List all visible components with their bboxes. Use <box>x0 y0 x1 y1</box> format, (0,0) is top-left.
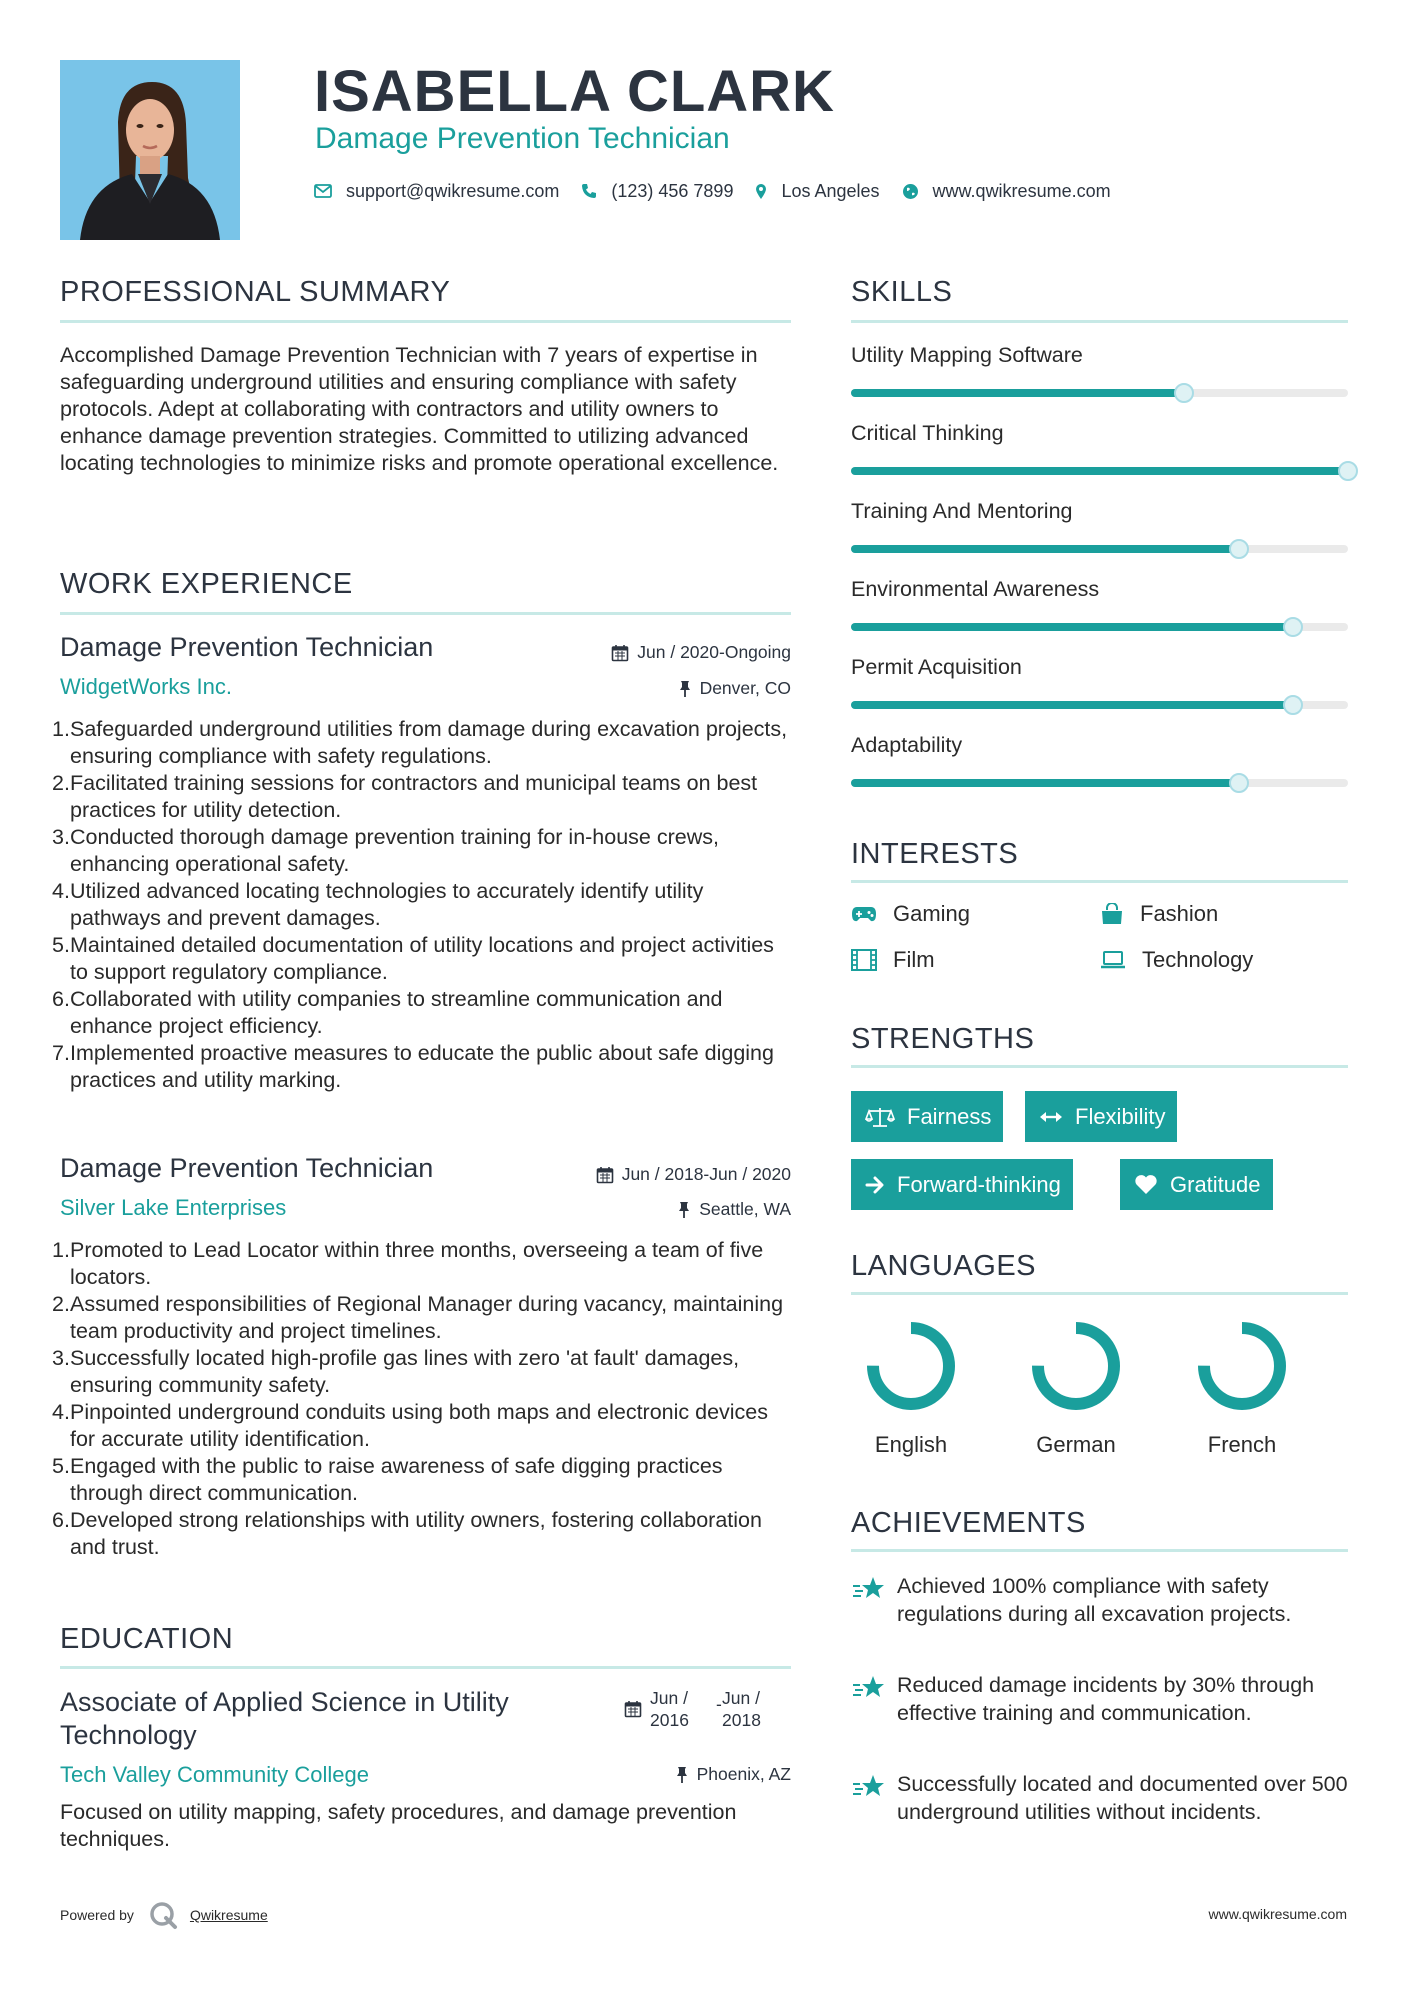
job-dates <box>500 642 791 663</box>
map-pin-icon <box>755 183 767 200</box>
education-section <box>60 1623 791 1656</box>
list-item: 6. Collaborated with utility companies to streamline communication and enhance project efficiency. <box>52 987 723 1038</box>
interest-film <box>851 947 935 973</box>
summary-heading: PROFESSIONAL SUMMARY <box>60 276 451 308</box>
skill-item <box>851 421 1348 475</box>
job-location-text: Denver, CO <box>699 678 791 698</box>
list-item: 3. Successfully located high-profile gas lines with zero 'at fault' damages, ensuring community safety. <box>52 1346 740 1397</box>
pushpin-icon <box>677 1201 691 1219</box>
achievement-text: Reduced damage incidents by 30% through effective training and communication. <box>897 1673 1315 1725</box>
date-dash: - <box>716 1694 722 1714</box>
skill-item <box>851 733 1348 787</box>
job-title: Damage Prevention Technician <box>60 632 434 662</box>
pushpin-icon <box>678 680 692 698</box>
language-item <box>1182 1318 1302 1458</box>
email-text: support@qwikresume.com <box>346 180 560 201</box>
skill-bar-knob <box>1229 539 1249 559</box>
strength-chip <box>851 1091 1003 1142</box>
interests-heading: INTERESTS <box>851 838 1019 870</box>
gamepad-icon <box>851 905 877 923</box>
skill-bar-fill <box>851 389 1184 397</box>
strengths-section <box>851 1023 1348 1056</box>
location-text: Los Angeles <box>781 180 880 201</box>
skill-label: Permit Acquisition <box>851 655 1022 679</box>
heart-icon <box>1134 1174 1158 1195</box>
strength-label: Fairness <box>907 1103 992 1129</box>
shooting-star-icon <box>851 1673 887 1703</box>
interest-label: Technology <box>1142 947 1254 972</box>
skill-item <box>851 343 1348 397</box>
skill-bar <box>851 545 1348 553</box>
languages-heading: LANGUAGES <box>851 1250 1036 1282</box>
calendar-icon <box>611 644 629 662</box>
skill-label: Adaptability <box>851 733 963 757</box>
achievements-heading: ACHIEVEMENTS <box>851 1507 1086 1539</box>
list-item: 2. Facilitated training sessions for contractors and municipal teams on best practices for utility detection. <box>52 771 758 822</box>
language-ring <box>1194 1318 1290 1414</box>
skill-bar <box>851 779 1348 787</box>
skill-bar-knob <box>1338 461 1358 481</box>
skill-bar-fill <box>851 467 1348 475</box>
skill-bar-knob <box>1229 773 1249 793</box>
achievements-section <box>851 1507 1348 1540</box>
profile-photo <box>60 60 240 240</box>
education-heading: EDUCATION <box>60 1623 234 1655</box>
education-dates <box>624 1688 794 1734</box>
skills-divider <box>851 320 1348 323</box>
languages-divider <box>851 1292 1348 1295</box>
company-name: Silver Lake Enterprises <box>60 1195 287 1220</box>
interest-fashion <box>1100 901 1218 927</box>
summary-divider <box>60 320 791 323</box>
skill-label: Environmental Awareness <box>851 577 1100 601</box>
calendar-icon <box>624 1700 642 1718</box>
list-item: 4. Utilized advanced locating technologies to accurately identify utility pathways and prevent damages. <box>52 879 704 930</box>
contact-website[interactable] <box>902 181 1111 202</box>
language-label: English <box>874 1432 948 1457</box>
contact-phone[interactable] <box>581 181 733 202</box>
list-item: 5. Engaged with the public to raise awareness of safe digging practices through direct communication. <box>52 1454 723 1505</box>
powered-by-text: Powered by <box>60 1907 134 1923</box>
achievement-item <box>851 1572 1348 1628</box>
shopping-bag-icon <box>1100 903 1124 925</box>
job-location <box>500 678 791 699</box>
strength-chip <box>1120 1159 1273 1210</box>
contact-email[interactable] <box>314 181 559 202</box>
skill-bar-knob <box>1283 617 1303 637</box>
job-location <box>500 1199 791 1220</box>
globe-icon <box>902 183 919 200</box>
website-text: www.qwikresume.com <box>932 180 1111 201</box>
qwikresume-link[interactable]: Qwikresume <box>189 1907 268 1923</box>
skill-bar <box>851 467 1348 475</box>
skill-label: Utility Mapping Software <box>851 343 1083 367</box>
skill-item <box>851 499 1348 553</box>
list-item: 5. Maintained detailed documentation of utility locations and project activities to support regulatory compliance. <box>52 933 774 984</box>
skill-bar-fill <box>851 779 1239 787</box>
balance-scale-icon <box>865 1106 895 1128</box>
summary-text: Accomplished Damage Prevention Technician with 7 years of expertise in safeguarding underground utilities and ensuring compliance with safety protocols. Adept at collaborating with contractors and utility owners to enhance damage prevention strategies. Committed to utilizing advanced locating technologies to minimize risks and promote operational excellence. <box>60 343 779 475</box>
interest-label: Gaming <box>893 901 971 926</box>
strength-label: Forward-thinking <box>897 1171 1061 1197</box>
strength-label: Gratitude <box>1170 1171 1261 1197</box>
language-ring <box>863 1318 959 1414</box>
interests-divider <box>851 880 1348 883</box>
degree-title: Associate of Applied Science in Utility Technology <box>60 1687 509 1750</box>
footer-powered-by <box>60 1900 268 1930</box>
achievement-text: Achieved 100% compliance with safety regulations during all excavation projects. <box>897 1574 1292 1626</box>
list-item: 2. Assumed responsibilities of Regional Manager during vacancy, maintaining team productivity and project timelines. <box>52 1292 784 1343</box>
skill-bar-fill <box>851 545 1239 553</box>
calendar-icon <box>596 1166 614 1184</box>
skill-bar-fill <box>851 701 1293 709</box>
list-item: 3. Conducted thorough damage prevention training for in-house crews, enhancing operational safety. <box>52 825 719 876</box>
envelope-icon <box>314 184 332 198</box>
list-item: 1. Safeguarded underground utilities from damage during excavation projects, ensuring compliance with safety regulations. <box>52 717 788 768</box>
job-dates-text: Jun / 2018-Jun / 2020 <box>621 1164 791 1184</box>
skill-item <box>851 655 1348 709</box>
skill-bar-knob <box>1283 695 1303 715</box>
languages-section <box>851 1250 1348 1283</box>
contact-location <box>755 181 879 202</box>
experience-heading: WORK EXPERIENCE <box>60 568 353 600</box>
interest-label: Fashion <box>1140 901 1219 926</box>
job-dates-text: Jun / 2020-Ongoing <box>637 642 791 662</box>
job-location-text: Seattle, WA <box>699 1199 791 1219</box>
end-month: Jun / <box>722 1688 760 1708</box>
list-item: 4. Pinpointed underground conduits using both maps and electronic devices for accurate utility identification. <box>52 1400 769 1451</box>
achievements-divider <box>851 1549 1348 1552</box>
language-label: French <box>1207 1432 1277 1457</box>
company-name: WidgetWorks Inc. <box>60 674 232 699</box>
list-item: 1. Promoted to Lead Locator within three months, overseeing a team of five locators. <box>52 1238 764 1289</box>
footer-website[interactable]: www.qwikresume.com <box>1208 1906 1347 1922</box>
language-item <box>1016 1318 1136 1458</box>
skill-label: Training And Mentoring <box>851 499 1073 523</box>
start-year: 2016 <box>650 1710 689 1730</box>
language-ring <box>1028 1318 1124 1414</box>
strength-label: Flexibility <box>1075 1103 1166 1129</box>
double-arrow-icon <box>1039 1110 1063 1124</box>
job-bullets <box>52 716 792 1094</box>
achievement-item <box>851 1770 1348 1826</box>
phone-icon <box>581 183 597 199</box>
school-location <box>500 1764 791 1785</box>
person-portrait-icon <box>60 60 240 240</box>
school-location-text: Phoenix, AZ <box>696 1764 791 1784</box>
skills-section <box>851 276 1348 309</box>
interest-gaming <box>851 901 970 927</box>
skill-bar <box>851 701 1348 709</box>
skills-heading: SKILLS <box>851 276 953 308</box>
contact-bar <box>314 178 1133 204</box>
summary-section <box>60 276 791 309</box>
shooting-star-icon <box>851 1574 887 1604</box>
list-item: 7. Implemented proactive measures to educate the public about safe digging practices and utility marking. <box>52 1041 774 1092</box>
language-label: German <box>1036 1432 1116 1457</box>
start-month: Jun / <box>650 1688 688 1708</box>
job-bullets <box>52 1237 792 1561</box>
language-item <box>851 1318 971 1458</box>
skill-label: Critical Thinking <box>851 421 1004 445</box>
phone-text: (123) 456 7899 <box>611 180 734 201</box>
strength-chip <box>851 1159 1073 1210</box>
experience-section <box>60 568 791 601</box>
skill-bar <box>851 623 1348 631</box>
film-icon <box>851 949 877 971</box>
shooting-star-icon <box>851 1772 887 1802</box>
education-description: Focused on utility mapping, safety procedures, and damage prevention techniques. <box>60 1800 737 1851</box>
laptop-icon <box>1100 951 1126 969</box>
achievement-item <box>851 1671 1348 1727</box>
skill-item <box>851 577 1348 631</box>
strength-chip <box>1025 1091 1177 1142</box>
arrow-right-icon <box>865 1176 885 1194</box>
achievement-text: Successfully located and documented over 500 underground utilities without incidents. <box>897 1772 1348 1824</box>
qwikresume-logo-icon <box>148 1900 178 1930</box>
school-name: Tech Valley Community College <box>60 1762 369 1787</box>
job-dates <box>500 1164 791 1185</box>
candidate-title: Damage Prevention Technician <box>315 122 730 155</box>
experience-divider <box>60 612 791 615</box>
strengths-divider <box>851 1065 1348 1068</box>
list-item: 6. Developed strong relationships with utility owners, fostering collaboration and trust. <box>52 1508 762 1559</box>
education-divider <box>60 1666 791 1669</box>
interest-label: Film <box>893 947 935 972</box>
skill-bar <box>851 389 1348 397</box>
candidate-name: ISABELLA CLARK <box>314 59 835 124</box>
interests-section <box>851 838 1348 871</box>
interest-technology <box>1100 947 1253 973</box>
end-year: 2018 <box>722 1710 761 1730</box>
skill-bar-knob <box>1174 383 1194 403</box>
job-title: Damage Prevention Technician <box>60 1153 434 1183</box>
strengths-heading: STRENGTHS <box>851 1023 1035 1055</box>
skill-bar-fill <box>851 623 1293 631</box>
pushpin-icon <box>675 1766 689 1784</box>
